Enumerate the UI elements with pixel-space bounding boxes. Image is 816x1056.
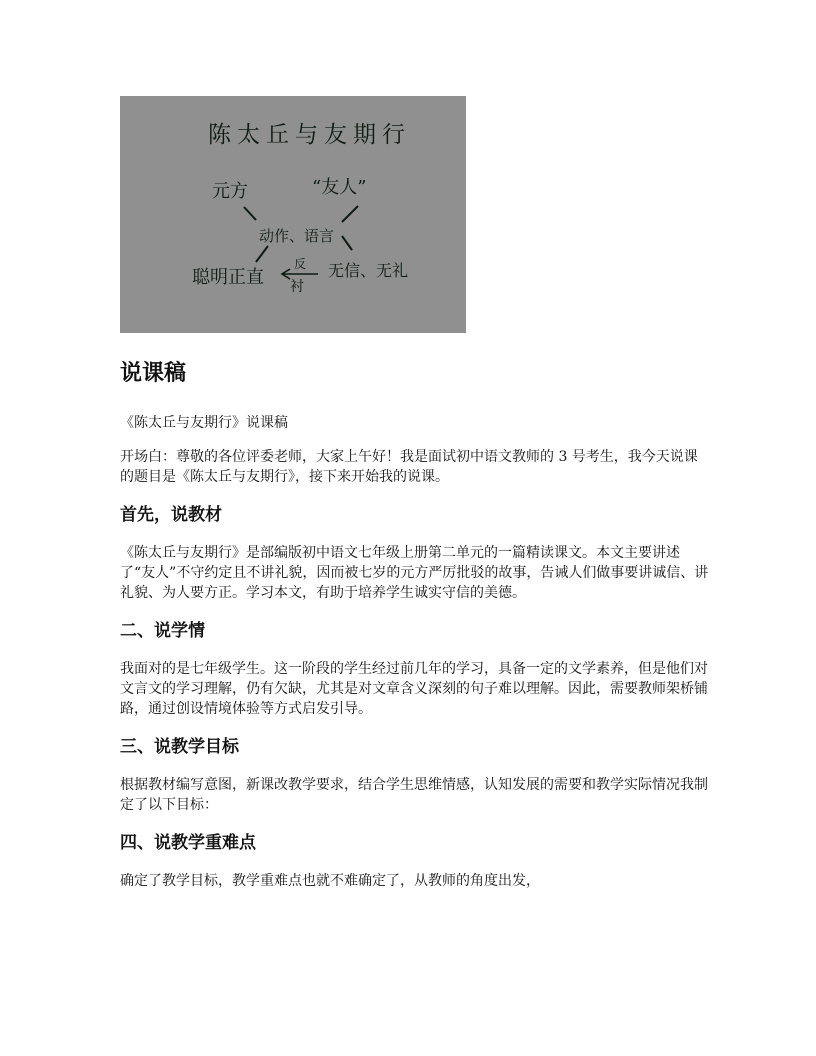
diagram-right-top: “友人” [312, 177, 367, 198]
section-body-objectives: 根据教材编写意图，新课改教学要求，结合学生思维情感，认知发展的需要和教学实际情况我制定了以下目标： [120, 777, 708, 813]
diagram-right-bottom: 无信、无礼 [328, 261, 409, 280]
diagram-left-top: 元方 [212, 181, 248, 202]
document-subtitle: 《陈太丘与友期行》说课稿 [120, 415, 288, 431]
diagram-title: 陈太丘与友期行 [208, 122, 411, 148]
diagram-left-bottom: 聪明正直 [192, 267, 264, 288]
section-body-students: 我面对的是七年级学生。这一阶段的学生经过前几年的学习，具备一定的文学素养，但是他们对文言文的学习理解，仍有欠缺，尤其是对文章含义深刻的句子难以理解。因此，需要教师架桥铺路，通过创设情境体验等方式启发引导。 [120, 661, 708, 717]
diagram-arrow-top-label: 反 [294, 257, 307, 271]
section-heading-key-points: 四、说教学重难点 [120, 833, 256, 853]
connector-line [244, 207, 256, 220]
handwritten-diagram [120, 96, 466, 333]
connector-line [342, 236, 352, 250]
section-body-key-points: 确定了教学目标，教学重难点也就不难确定了，从教师的角度出发， [120, 873, 540, 889]
section-heading-students: 二、说学情 [120, 621, 205, 641]
opening-paragraph: 开场白：尊敬的各位评委老师，大家上午好！我是面试初中语文教师的 3 号考生，我今天说课的题目是《陈太丘与友期行》，接下来开始我的说课。 [120, 449, 698, 485]
section-heading-objectives: 三、说教学目标 [120, 737, 239, 757]
diagram-center: 动作、语言 [259, 227, 335, 245]
section-heading-textbook: 首先，说教材 [120, 505, 222, 525]
document-page [120, 96, 710, 891]
connector-line [256, 246, 268, 262]
section-body-textbook: 《陈太丘与友期行》是部编版初中语文七年级上册第二单元的一篇精读课文。本文主要讲述了“友人”不守约定且不讲礼貌，因而被七岁的元方严厉批驳的故事，告诫人们做事要讲诚信、讲礼貌、为人要方正。学习本文，有助于培养学生诚实守信的美德。 [120, 545, 709, 601]
diagram-arrow-bottom-label: 衬 [290, 279, 304, 295]
connector-line [342, 206, 358, 222]
blackboard-photo [120, 96, 466, 333]
page-title: 说课稿 [120, 361, 187, 386]
